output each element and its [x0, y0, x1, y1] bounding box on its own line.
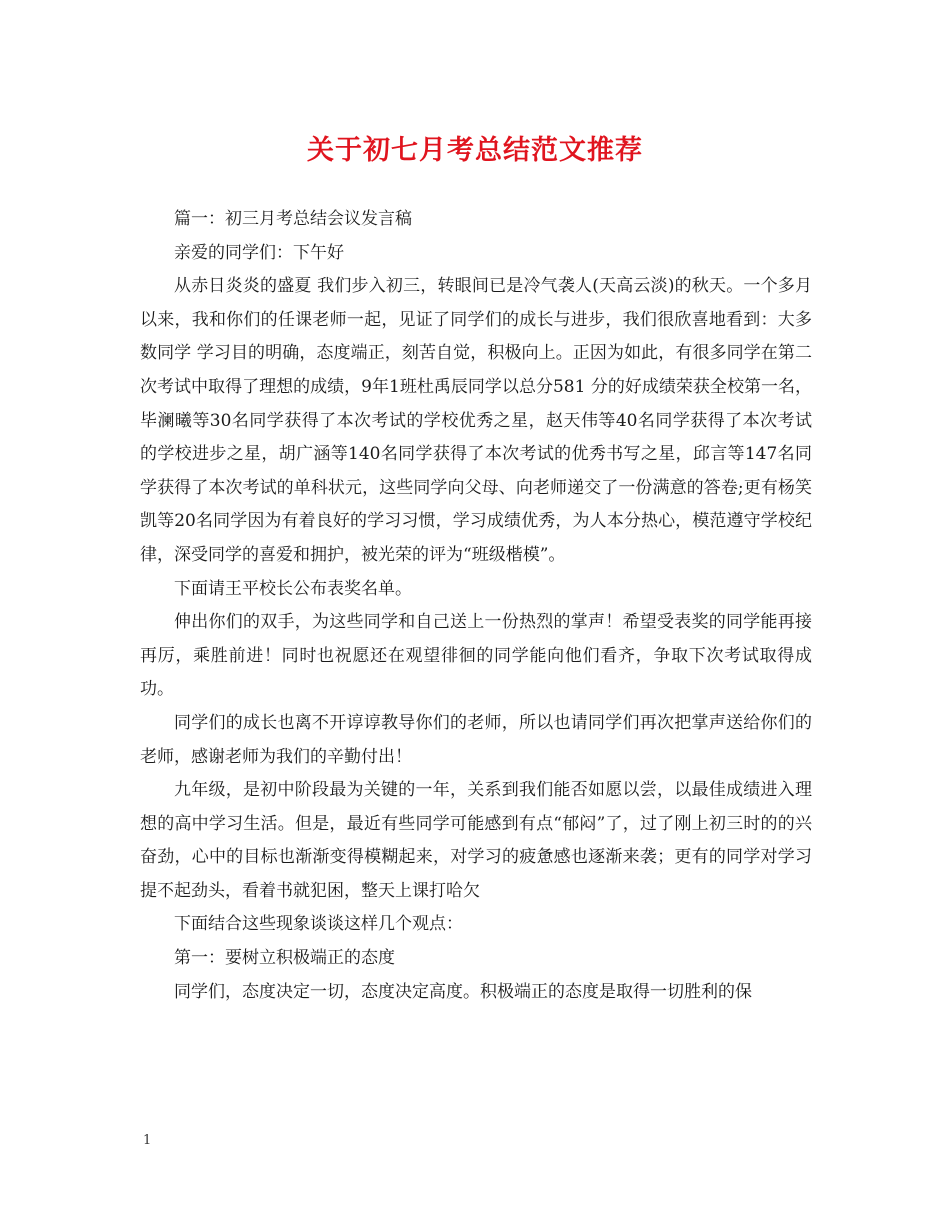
paragraph-thank-teachers: 同学们的成长也离不开谆谆教导你们的老师，所以也请同学们再次把掌声送给你们的老师，感谢老师为我们的辛勤付出！ — [140, 712, 812, 767]
paragraph-award-list: 下面请王平校长公布表奖名单。 — [174, 578, 412, 599]
document-body — [140, 203, 812, 1009]
paragraph-greeting: 亲爱的同学们：下午好 — [174, 242, 344, 263]
paragraph-applause: 伸出你们的双手，为这些同学和自己送上一份热烈的掌声！希望受表奖的同学能再接再厉，乘胜前进！同时也祝愿还在观望徘徊的同学能向他们看齐，争取下次考试取得成功。 — [140, 612, 812, 700]
paragraph-intro: 从赤日炎炎的盛夏 我们步入初三，转眼间已是冷气袭人(天高云淡)的秋天。一个多月以来，我和你们的任课老师一起，见证了同学们的成长与进步，我们很欣喜地看到：大多数同学 学习目的明确，态度端正，刻苦自觉，积极向上。正因为如此，有很多同学在第二次考试中取得了理想的成绩，9年1班杜禹辰同学以总分581 分的好成绩荣获全校第一名，毕澜曦等30名同学获得了本次考试的学校优秀之星，赵天伟等40名同学获得了本次考试的学校进步之星，胡广涵等140名同学获得了本次考试的优秀书写之星，邱言等147名同学获得了本次考试的单科状元，这些同学向父母、向老师递交了一份满意的答卷;更有杨笑凯等20名同学因为有着良好的学习习惯，学习成绩优秀，为人本分热心，模范遵守学校纪律，深受同学的喜爱和拥护，被光荣的评为“班级楷模”。 — [140, 276, 812, 565]
document-title: 关于初七月考总结范文推荐 — [307, 135, 643, 166]
paragraph-grade-nine: 九年级，是初中阶段最为关键的一年，关系到我们能否如愿以尝，以最佳成绩进入理想的高中学习生活。但是，最近有些同学可能感到有点“郁闷”了，过了刚上初三时的的兴奋劲，心中的目标也渐渐变得模糊起来，对学习的疲惫感也逐渐来袭；更有的同学对学习提不起劲头，看着书就犯困，整天上课打哈欠 — [140, 780, 812, 901]
paragraph-viewpoints: 下面结合这些现象谈谈这样几个观点： — [174, 914, 463, 935]
paragraph-point-one: 第一：要树立积极端正的态度 — [174, 948, 395, 969]
page-number: 1 — [143, 1133, 152, 1148]
paragraph-section-heading: 篇一：初三月考总结会议发言稿 — [174, 209, 412, 229]
paragraph-attitude: 同学们，态度决定一切，态度决定高度。积极端正的态度是取得一切胜利的保 — [174, 981, 752, 1002]
